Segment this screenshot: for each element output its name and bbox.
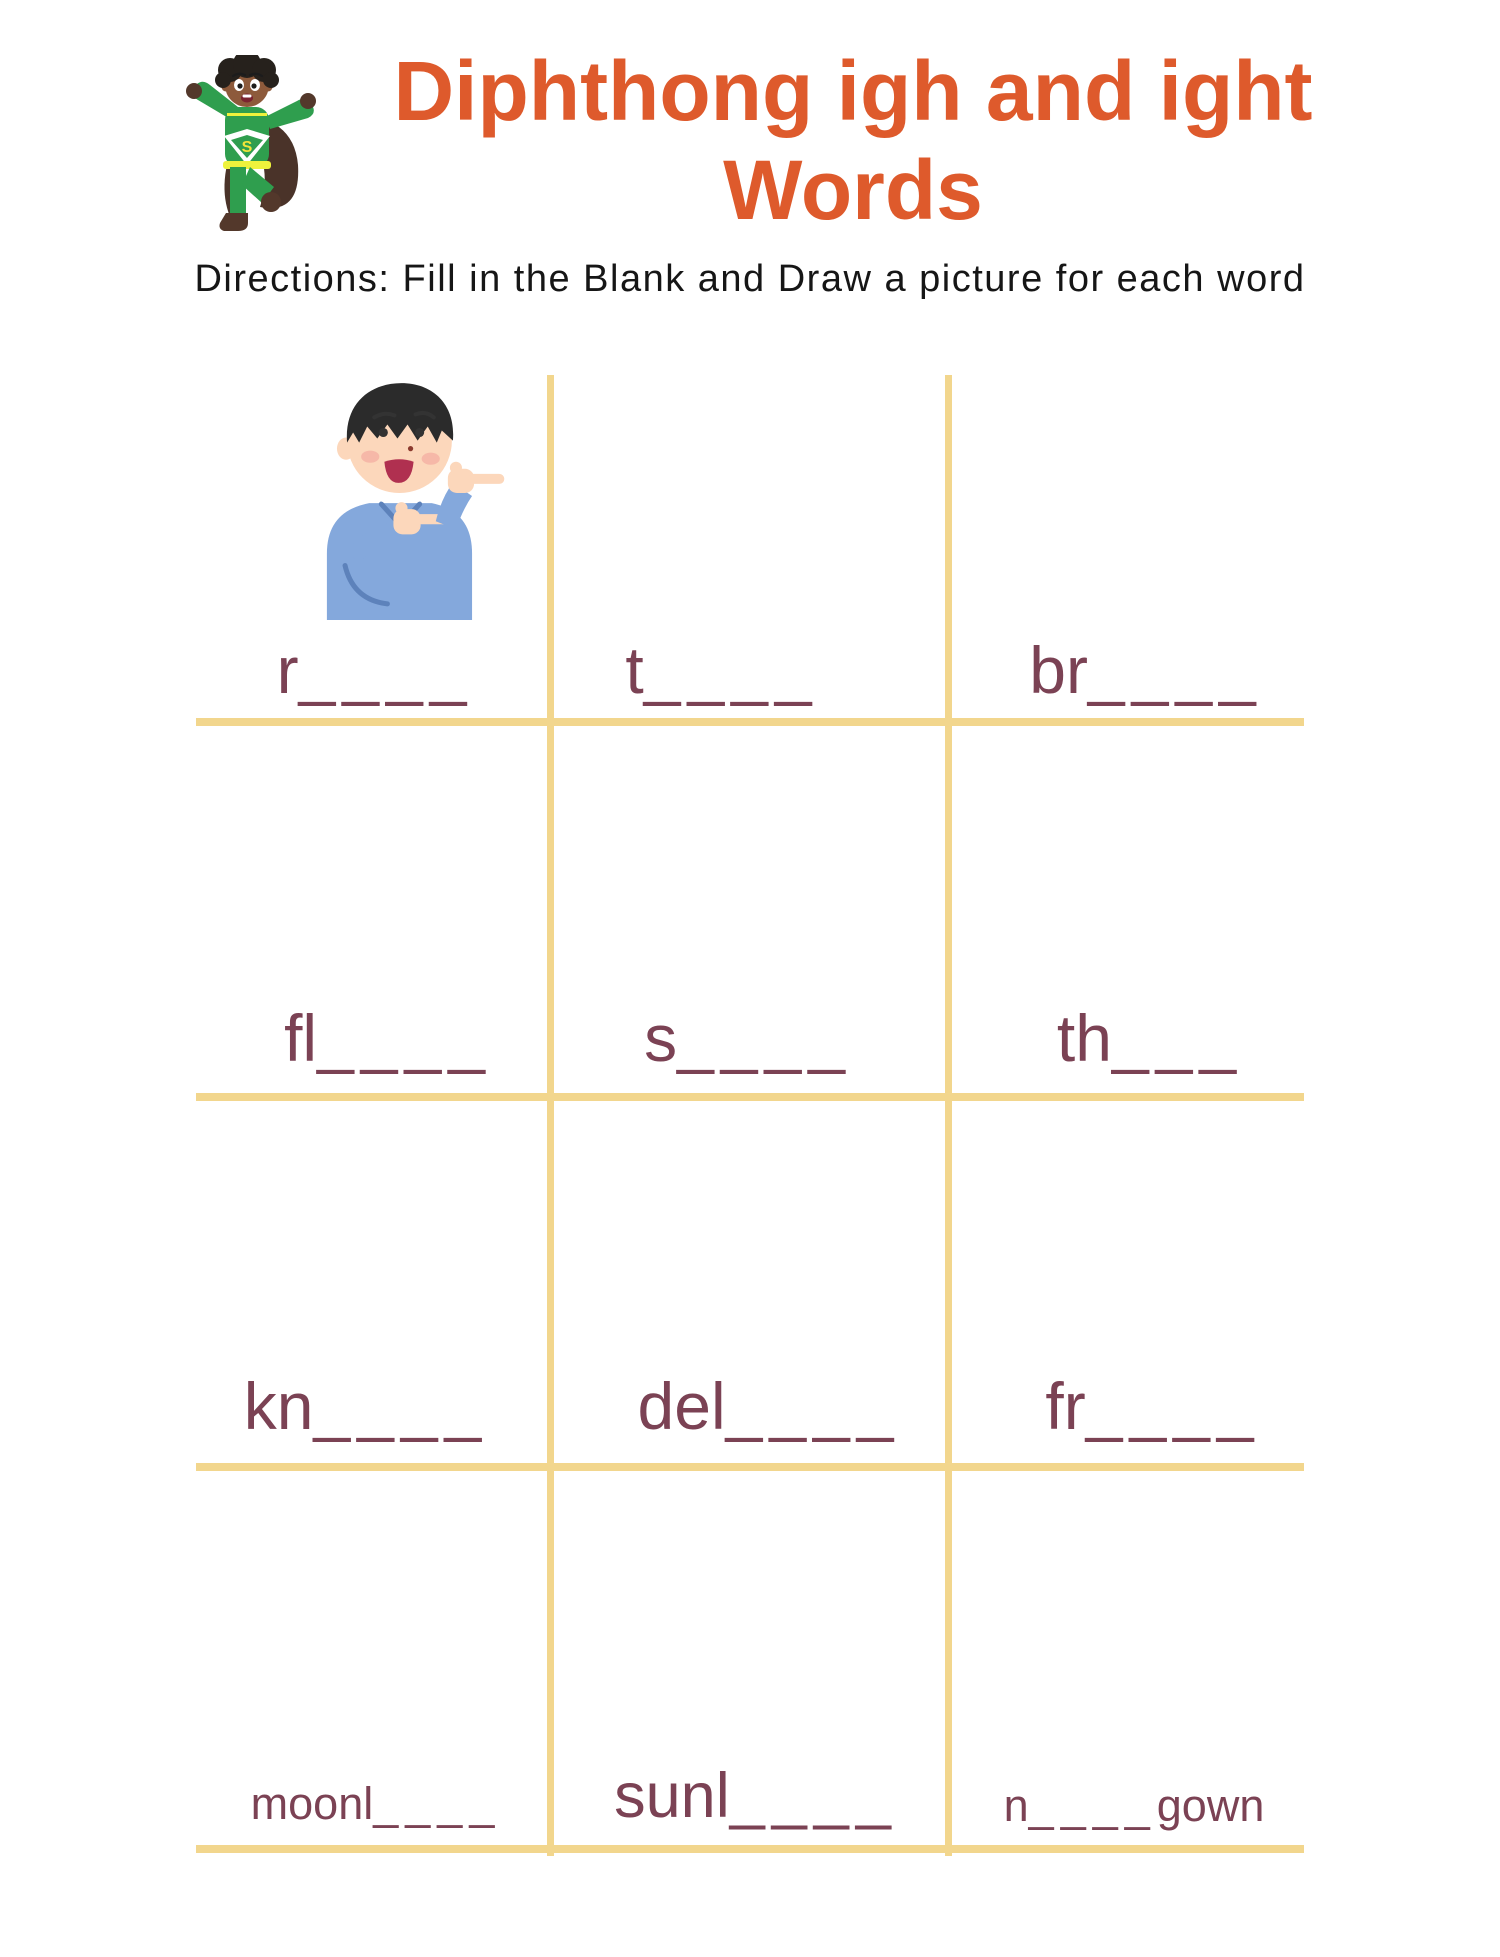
grid-horizontal-line-4 [196,1845,1304,1853]
grid-vertical-line-1 [547,375,554,1856]
word-prompt-bright [971,632,1321,708]
word-prefix: r [276,633,299,707]
grid-horizontal-line-2 [196,1093,1304,1101]
directions-text: Directions: Fill in the Blank and Draw a picture for each word [194,258,1306,300]
word-prompt-sight [573,1000,923,1076]
word-prompt-sunlight [581,1760,931,1832]
word-prefix: fr [1045,1369,1086,1443]
word-blanks: ____ [313,1369,489,1443]
word-blanks: ___ [1111,1001,1244,1075]
word-prompt-nightgown [959,1780,1309,1832]
page-title-line1: Diphthong igh and ight [393,44,1313,138]
word-prompt-tight [547,632,897,708]
word-prompt-knight [191,1368,541,1444]
page-title [206,42,1500,240]
word-prefix: sunl [614,1761,730,1831]
word-blanks: ____ [1087,633,1263,707]
word-prefix: fl [284,1001,318,1075]
grid-horizontal-line-1 [196,718,1304,726]
pointing-man-icon [288,368,516,620]
word-prefix: kn [243,1369,314,1443]
word-prefix: th [1056,1001,1112,1075]
word-prompt-delight [594,1368,944,1444]
word-blanks: ____ [729,1761,898,1831]
word-blanks: ____ [1028,1780,1157,1831]
word-prefix: br [1029,633,1088,707]
word-blanks: ____ [677,1001,852,1075]
word-blanks: ____ [298,633,474,707]
word-prompt-fright [978,1368,1328,1444]
word-blanks: ____ [643,633,819,707]
word-blanks: ____ [1085,1369,1261,1443]
word-prefix: s [644,1001,678,1075]
word-prompt-moonlight [201,1778,551,1830]
page-title-line2: Words [723,143,983,238]
word-prefix: n [1003,1780,1029,1831]
grid-vertical-line-2 [945,375,952,1856]
word-prompt-right [200,632,550,708]
word-prompt-thigh [975,1000,1325,1076]
word-prefix: t [625,633,644,707]
word-prefix: moonl [250,1778,374,1829]
word-blanks: ____ [317,1001,492,1075]
word-suffix: gown [1156,1780,1265,1831]
svg-text:S: S [241,139,253,156]
grid-horizontal-line-3 [196,1463,1304,1471]
word-prefix: del [637,1369,726,1443]
word-prompt-flight [213,1000,563,1076]
word-blanks: ____ [373,1778,502,1829]
word-blanks: ____ [725,1369,901,1443]
